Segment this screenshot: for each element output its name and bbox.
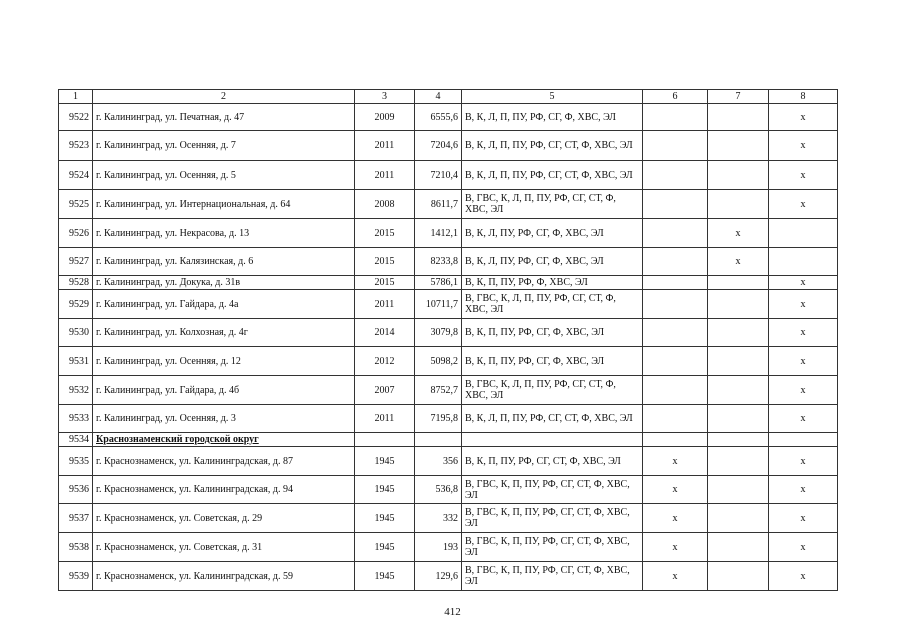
- section-title: Краснознаменский городской округ: [93, 433, 355, 447]
- col8-mark: х: [769, 562, 838, 591]
- col8-mark: [769, 433, 838, 447]
- address-cell: г. Калининград, ул. Калязинская, д. 6: [93, 248, 355, 276]
- area-cell: 7195,8: [415, 405, 462, 433]
- works-cell: В, ГВС, К, Л, П, ПУ, РФ, СГ, СТ, Ф, ХВС, ЭЛ: [462, 376, 643, 405]
- year-cell: 2009: [355, 104, 415, 131]
- area-cell: 8752,7: [415, 376, 462, 405]
- table-row: [59, 405, 838, 433]
- works-cell: В, К, П, ПУ, РФ, СГ, СТ, Ф, ХВС, ЭЛ: [462, 447, 643, 476]
- col7-mark: [708, 504, 769, 533]
- col8-mark: х: [769, 376, 838, 405]
- col7-mark: [708, 376, 769, 405]
- col6-mark: [643, 319, 708, 347]
- area-cell: 8611,7: [415, 190, 462, 219]
- address-cell: г. Калининград, ул. Осенняя, д. 7: [93, 131, 355, 161]
- col7-mark: [708, 131, 769, 161]
- col6-mark: [643, 347, 708, 376]
- col7-mark: [708, 533, 769, 562]
- table-row: [59, 190, 838, 219]
- area-cell: 8233,8: [415, 248, 462, 276]
- table-row: [59, 219, 838, 248]
- col8-mark: х: [769, 447, 838, 476]
- col6-mark: [643, 131, 708, 161]
- col6-mark: [643, 161, 708, 190]
- address-cell: г. Калининград, ул. Интернациональная, д. 64: [93, 190, 355, 219]
- year-cell: 1945: [355, 504, 415, 533]
- header-cell-3: 3: [355, 90, 415, 104]
- col7-mark: [708, 562, 769, 591]
- works-cell: В, К, Л, П, ПУ, РФ, СГ, СТ, Ф, ХВС, ЭЛ: [462, 161, 643, 190]
- address-cell: г. Калининград, ул. Печатная, д. 47: [93, 104, 355, 131]
- col7-mark: [708, 319, 769, 347]
- col8-mark: х: [769, 405, 838, 433]
- col7-mark: [708, 447, 769, 476]
- address-cell: г. Калининград, ул. Колхозная, д. 4г: [93, 319, 355, 347]
- table-row: [59, 476, 838, 504]
- row-number: 9524: [59, 161, 93, 190]
- year-cell: 1945: [355, 562, 415, 591]
- col6-mark: [643, 433, 708, 447]
- year-cell: 2014: [355, 319, 415, 347]
- area-cell: 5786,1: [415, 276, 462, 290]
- row-number: 9533: [59, 405, 93, 433]
- year-cell: 1945: [355, 533, 415, 562]
- works-cell: В, ГВС, К, П, ПУ, РФ, СГ, СТ, Ф, ХВС, ЭЛ: [462, 476, 643, 504]
- col8-mark: х: [769, 276, 838, 290]
- area-cell: 536,8: [415, 476, 462, 504]
- col7-mark: [708, 190, 769, 219]
- col6-mark: [643, 104, 708, 131]
- col6-mark: [643, 290, 708, 319]
- row-number: 9529: [59, 290, 93, 319]
- area-cell: 332: [415, 504, 462, 533]
- col8-mark: [769, 219, 838, 248]
- col8-mark: х: [769, 190, 838, 219]
- area-cell: 356: [415, 447, 462, 476]
- col7-mark: [708, 476, 769, 504]
- row-number: 9530: [59, 319, 93, 347]
- col6-mark: [643, 190, 708, 219]
- address-cell: г. Краснознаменск, ул. Советская, д. 31: [93, 533, 355, 562]
- table-row: [59, 376, 838, 405]
- row-number: 9525: [59, 190, 93, 219]
- section-row: [59, 433, 838, 447]
- header-cell-1: 1: [59, 90, 93, 104]
- area-cell: 7210,4: [415, 161, 462, 190]
- header-cell-6: 6: [643, 90, 708, 104]
- col7-mark: [708, 405, 769, 433]
- row-number: 9535: [59, 447, 93, 476]
- row-number: 9532: [59, 376, 93, 405]
- col7-mark: [708, 347, 769, 376]
- col8-mark: х: [769, 347, 838, 376]
- col6-mark: [643, 276, 708, 290]
- row-number: 9528: [59, 276, 93, 290]
- address-cell: г. Краснознаменск, ул. Калининградская, д. 94: [93, 476, 355, 504]
- table-row: [59, 347, 838, 376]
- col8-mark: х: [769, 319, 838, 347]
- col6-mark: [643, 376, 708, 405]
- col8-mark: х: [769, 161, 838, 190]
- year-cell: 2015: [355, 219, 415, 248]
- year-cell: 2008: [355, 190, 415, 219]
- address-cell: г. Калининград, ул. Осенняя, д. 5: [93, 161, 355, 190]
- col6-mark: [643, 219, 708, 248]
- address-cell: г. Калининград, ул. Осенняя, д. 12: [93, 347, 355, 376]
- works-cell: В, К, П, ПУ, РФ, СГ, Ф, ХВС, ЭЛ: [462, 319, 643, 347]
- table-row: [59, 319, 838, 347]
- table-row: [59, 131, 838, 161]
- year-cell: 2011: [355, 290, 415, 319]
- works-cell: В, ГВС, К, Л, П, ПУ, РФ, СГ, СТ, Ф, ХВС, ЭЛ: [462, 290, 643, 319]
- area-cell: 129,6: [415, 562, 462, 591]
- row-number: 9522: [59, 104, 93, 131]
- table-row: [59, 533, 838, 562]
- col6-mark: х: [643, 504, 708, 533]
- col7-mark: [708, 161, 769, 190]
- col6-mark: х: [643, 562, 708, 591]
- year-cell: [355, 433, 415, 447]
- col6-mark: [643, 248, 708, 276]
- area-cell: 6555,6: [415, 104, 462, 131]
- table-row: [59, 447, 838, 476]
- year-cell: 2007: [355, 376, 415, 405]
- row-number: 9537: [59, 504, 93, 533]
- table-row: [59, 276, 838, 290]
- works-cell: В, ГВС, К, П, ПУ, РФ, СГ, СТ, Ф, ХВС, ЭЛ: [462, 562, 643, 591]
- year-cell: 2015: [355, 276, 415, 290]
- col7-mark: [708, 104, 769, 131]
- address-cell: г. Калининград, ул. Осенняя, д. 3: [93, 405, 355, 433]
- row-number: 9539: [59, 562, 93, 591]
- works-cell: В, К, Л, П, ПУ, РФ, СГ, СТ, Ф, ХВС, ЭЛ: [462, 405, 643, 433]
- works-cell: В, ГВС, К, Л, П, ПУ, РФ, СГ, СТ, Ф, ХВС, ЭЛ: [462, 190, 643, 219]
- area-cell: [415, 433, 462, 447]
- year-cell: 2011: [355, 131, 415, 161]
- address-cell: г. Калининград, ул. Докука, д. 31в: [93, 276, 355, 290]
- header-cell-8: 8: [769, 90, 838, 104]
- works-cell: В, К, Л, П, ПУ, РФ, СГ, Ф, ХВС, ЭЛ: [462, 104, 643, 131]
- header-row: [59, 90, 838, 104]
- col7-mark: [708, 433, 769, 447]
- works-cell: В, К, Л, П, ПУ, РФ, СГ, СТ, Ф, ХВС, ЭЛ: [462, 131, 643, 161]
- col8-mark: х: [769, 290, 838, 319]
- row-number: 9526: [59, 219, 93, 248]
- row-number: 9536: [59, 476, 93, 504]
- address-cell: г. Краснознаменск, ул. Калининградская, д. 87: [93, 447, 355, 476]
- works-cell: В, К, П, ПУ, РФ, Ф, ХВС, ЭЛ: [462, 276, 643, 290]
- area-cell: 3079,8: [415, 319, 462, 347]
- address-cell: г. Калининград, ул. Гайдара, д. 4б: [93, 376, 355, 405]
- table-row: [59, 248, 838, 276]
- col7-mark: [708, 276, 769, 290]
- works-cell: [462, 433, 643, 447]
- area-cell: 1412,1: [415, 219, 462, 248]
- col8-mark: х: [769, 533, 838, 562]
- address-cell: г. Краснознаменск, ул. Советская, д. 29: [93, 504, 355, 533]
- table-body: [59, 90, 838, 591]
- col8-mark: х: [769, 104, 838, 131]
- col8-mark: [769, 248, 838, 276]
- col8-mark: х: [769, 504, 838, 533]
- works-cell: В, ГВС, К, П, ПУ, РФ, СГ, СТ, Ф, ХВС, ЭЛ: [462, 504, 643, 533]
- works-cell: В, К, П, ПУ, РФ, СГ, Ф, ХВС, ЭЛ: [462, 347, 643, 376]
- works-cell: В, К, Л, ПУ, РФ, СГ, Ф, ХВС, ЭЛ: [462, 248, 643, 276]
- table-row: [59, 161, 838, 190]
- table-row: [59, 104, 838, 131]
- area-cell: 10711,7: [415, 290, 462, 319]
- register-table: [58, 89, 838, 591]
- table-row: [59, 504, 838, 533]
- col6-mark: х: [643, 533, 708, 562]
- col7-mark: [708, 290, 769, 319]
- table-row: [59, 562, 838, 591]
- row-number: 9534: [59, 433, 93, 447]
- address-cell: г. Краснознаменск, ул. Калининградская, д. 59: [93, 562, 355, 591]
- row-number: 9531: [59, 347, 93, 376]
- header-cell-7: 7: [708, 90, 769, 104]
- col7-mark: х: [708, 219, 769, 248]
- area-cell: 7204,6: [415, 131, 462, 161]
- year-cell: 2015: [355, 248, 415, 276]
- table-row: [59, 290, 838, 319]
- area-cell: 193: [415, 533, 462, 562]
- works-cell: В, К, Л, ПУ, РФ, СГ, Ф, ХВС, ЭЛ: [462, 219, 643, 248]
- row-number: 9523: [59, 131, 93, 161]
- address-cell: г. Калининград, ул. Некрасова, д. 13: [93, 219, 355, 248]
- year-cell: 2011: [355, 161, 415, 190]
- col8-mark: х: [769, 131, 838, 161]
- col7-mark: х: [708, 248, 769, 276]
- col6-mark: х: [643, 476, 708, 504]
- year-cell: 2012: [355, 347, 415, 376]
- address-cell: г. Калининград, ул. Гайдара, д. 4а: [93, 290, 355, 319]
- col6-mark: [643, 405, 708, 433]
- area-cell: 5098,2: [415, 347, 462, 376]
- year-cell: 1945: [355, 476, 415, 504]
- year-cell: 1945: [355, 447, 415, 476]
- col8-mark: х: [769, 476, 838, 504]
- row-number: 9527: [59, 248, 93, 276]
- works-cell: В, ГВС, К, П, ПУ, РФ, СГ, СТ, Ф, ХВС, ЭЛ: [462, 533, 643, 562]
- page-number: 412: [444, 606, 461, 618]
- col6-mark: х: [643, 447, 708, 476]
- row-number: 9538: [59, 533, 93, 562]
- year-cell: 2011: [355, 405, 415, 433]
- header-cell-4: 4: [415, 90, 462, 104]
- header-cell-2: 2: [93, 90, 355, 104]
- header-cell-5: 5: [462, 90, 643, 104]
